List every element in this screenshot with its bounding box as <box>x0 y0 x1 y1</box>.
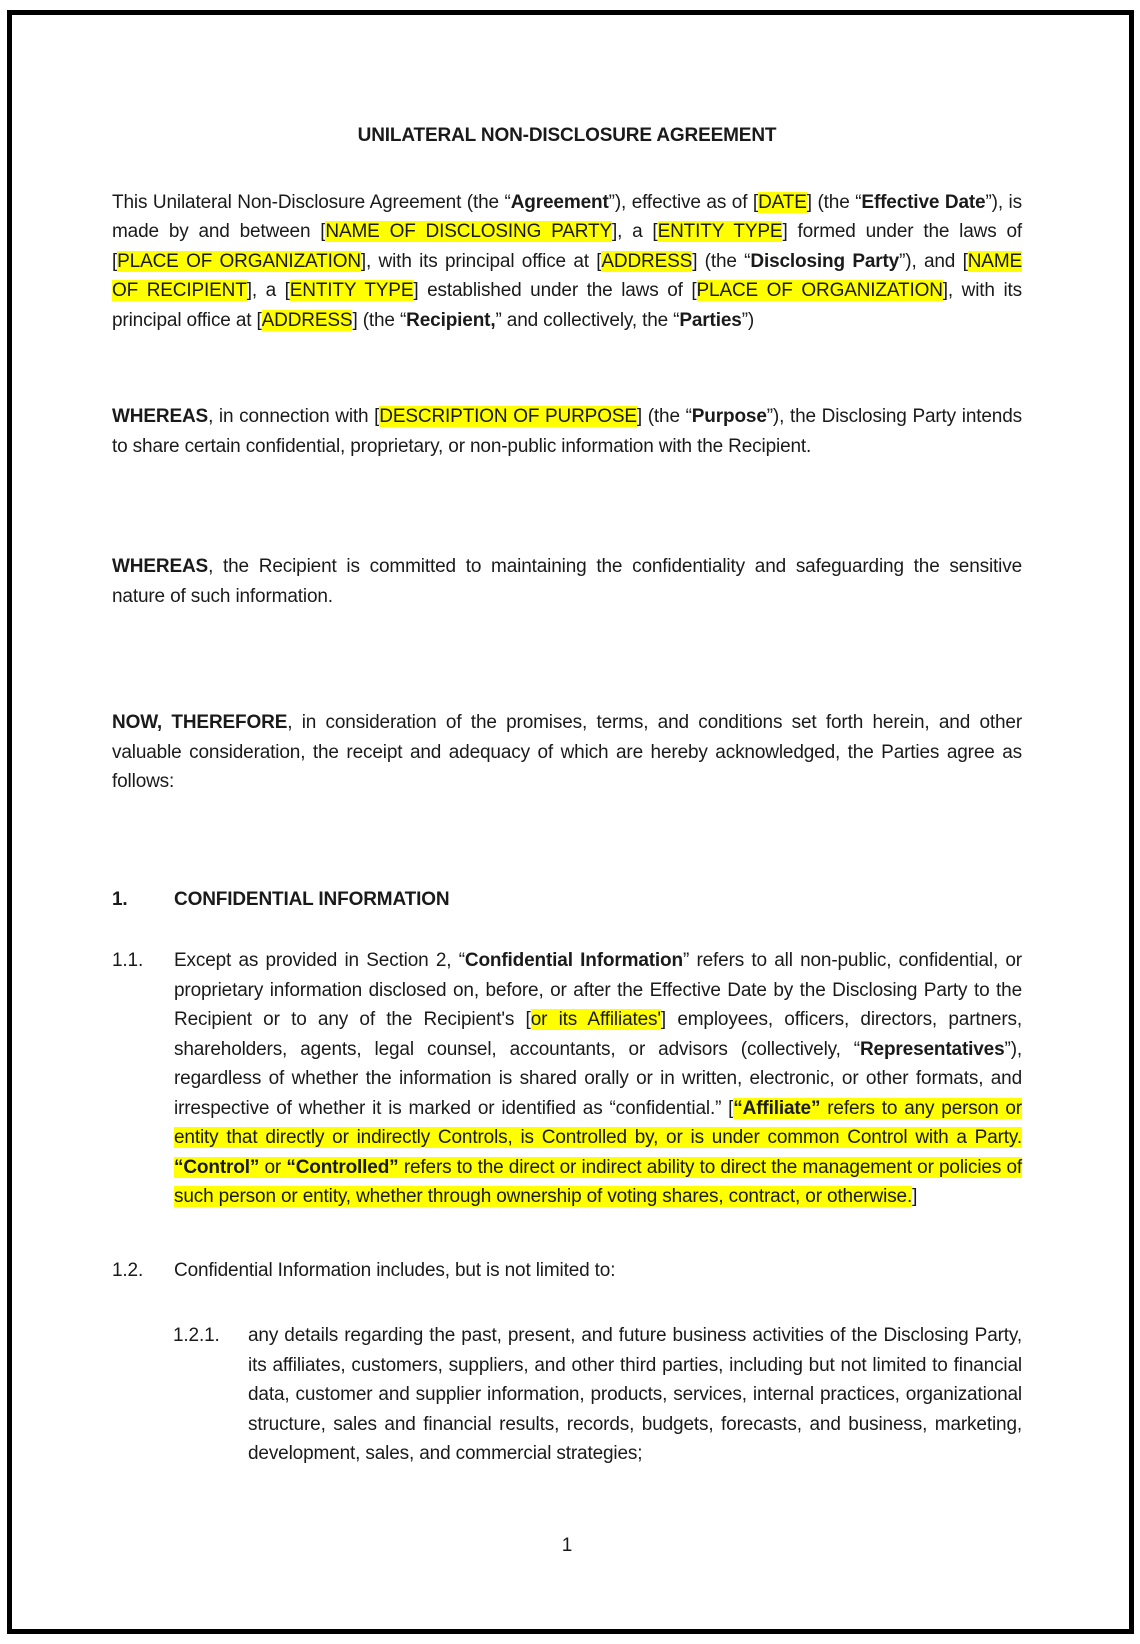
highlighted-text-run: or its Affiliates' <box>530 1009 661 1030</box>
text-run: ] (the “ <box>636 406 692 427</box>
bold-text-run: Disclosing Party <box>750 250 900 272</box>
bold-text-run: WHEREAS <box>112 406 209 427</box>
text-run: Except as provided in Section 2, “ <box>174 950 465 971</box>
text-run: ] (the “ <box>352 309 407 331</box>
text-run: ], a [ <box>246 280 290 301</box>
clause-1-2-1-body <box>248 1321 1022 1469</box>
clause-1-2-1-row <box>173 1321 1022 1469</box>
clause-1-1-body <box>174 946 1022 1212</box>
highlighted-text-run: DATE <box>758 191 807 213</box>
clause-1-2-number: 1.2. <box>112 1259 144 1281</box>
section-1-heading: CONFIDENTIAL INFORMATION <box>174 888 450 910</box>
highlighted-text-run: DESCRIPTION OF PURPOSE <box>379 406 637 427</box>
highlighted-text-run: or <box>259 1156 287 1178</box>
highlighted-text-run: ADDRESS <box>261 309 353 331</box>
section-1-heading-row <box>112 885 1022 915</box>
intro-paragraph <box>112 188 1022 336</box>
bold-text-run: NOW, THEREFORE <box>112 712 288 733</box>
highlighted-text-run: NAME OF DISCLOSING PARTY <box>325 221 612 242</box>
clause-1-2-body <box>174 1256 1022 1286</box>
highlighted-text-run: NAME OF RECIPIENT <box>112 250 1023 301</box>
highlighted-text-run: “Affiliate” <box>733 1097 821 1119</box>
bold-text-run: Purpose <box>691 406 767 427</box>
text-run: ”), is made by and between [ <box>112 191 1022 242</box>
document-content <box>112 0 1022 1469</box>
clause-1-2-row <box>112 1256 1022 1286</box>
highlighted-text-run: ENTITY TYPE <box>657 221 783 242</box>
text-run: any details regarding the past, present, and future business activities of the Disclosing Party, its affiliates, customers, suppliers, and other third parties, including but not limited to financial data, customer and supplier information, products, services, internal practices, organizational structure, sales and financial results, records, budgets, forecasts, and business, marketing, development, sales, and commercial strategies; <box>248 1325 1022 1464</box>
bold-text-run: Agreement <box>510 191 609 213</box>
text-run: Confidential Information includes, but is not limited to: <box>174 1259 616 1281</box>
text-run: This Unilateral Non-Disclosure Agreement (the “ <box>112 191 511 213</box>
highlighted-text-run: “Control” <box>174 1156 260 1178</box>
highlighted-text-run: PLACE OF ORGANIZATION <box>117 250 361 272</box>
text-run: ] established under the laws of [ <box>413 280 697 301</box>
page-number: 1 <box>561 1535 573 1556</box>
text-run: , the Recipient is committed to maintaining the confidentiality and safeguarding the sensitive nature of such information. <box>112 556 1022 607</box>
text-run: ] <box>912 1186 918 1207</box>
text-run: ” and collectively, the “ <box>495 309 680 331</box>
whereas-purpose-paragraph <box>112 402 1022 461</box>
text-run: ], with its principal office at [ <box>360 250 602 272</box>
text-run: ], with its principal office at [ <box>112 280 1023 331</box>
text-run: ], a [ <box>611 221 658 242</box>
text-run: ] employees, officers, directors, partners, shareholders, agents, legal counsel, accountants, or advisors (collectively, “ <box>174 1009 1023 1060</box>
document-title: UNILATERAL NON-DISCLOSURE AGREEMENT <box>357 125 777 146</box>
text-run: ” refers to all non-public, confidential, or proprietary information disclosed on, before, or after the Effective Date by the Disclosing Party to the Recipient or to any of the Recipient's [ <box>174 950 1022 1030</box>
clause-1-2-1-number: 1.2.1. <box>173 1325 220 1346</box>
text-run: ”), regardless of whether the information is shared orally or in written, electronic, or other formats, and irrespective of whether it is marked or identified as “confidential.” [ <box>174 1038 1022 1119</box>
bold-text-run: WHEREAS <box>112 556 209 577</box>
bold-text-run: Confidential Information <box>464 950 683 971</box>
text-run: ] formed under the laws of [ <box>112 221 1023 272</box>
highlighted-text-run: ADDRESS <box>601 250 693 272</box>
bold-text-run: Parties <box>679 309 742 331</box>
text-run: ”) <box>741 309 755 331</box>
highlighted-text-run: refers to any person or entity that directly or indirectly Controls, is Controlled by, or is under common Control with a Party. <box>174 1097 1022 1148</box>
text-run: , in connection with [ <box>208 406 380 427</box>
text-run: ”), and [ <box>899 250 968 272</box>
bold-text-run: Effective Date <box>861 191 986 213</box>
text-run: ] (the “ <box>692 250 751 272</box>
clause-1-1-row <box>112 946 1022 1212</box>
bold-text-run: Recipient, <box>406 309 496 331</box>
clause-1-1-number: 1.1. <box>112 950 144 971</box>
now-therefore-paragraph <box>112 708 1022 797</box>
highlighted-text-run: PLACE OF ORGANIZATION <box>696 280 943 301</box>
whereas-commitment-paragraph <box>112 552 1022 611</box>
section-1-number: 1. <box>112 888 128 910</box>
highlighted-text-run: “Controlled” <box>286 1156 399 1178</box>
highlighted-text-run: refers to the direct or indirect ability to direct the management or policies of such person or entity, whether through ownership of voting shares, contract, or otherwise. <box>174 1156 1022 1207</box>
highlighted-text-run: ENTITY TYPE <box>289 280 414 301</box>
text-run: , in consideration of the promises, terms, and conditions set forth herein, and other valuable consideration, the receipt and adequacy of which are hereby acknowledged, the Parties agree as follows: <box>112 712 1023 792</box>
bold-text-run: Representatives <box>859 1038 1005 1060</box>
text-run: ] (the “ <box>806 191 862 213</box>
text-run: ”), the Disclosing Party intends to share certain confidential, proprietary, or non-public information with the Recipient. <box>112 406 1022 457</box>
text-run: ”), effective as of [ <box>608 191 759 213</box>
